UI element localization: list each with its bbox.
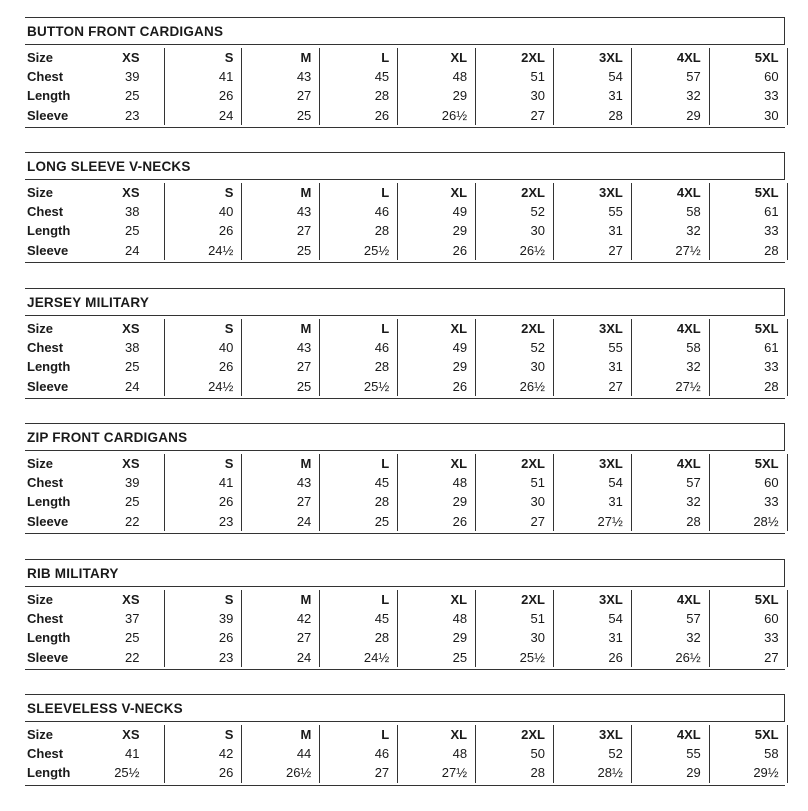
measurement-value: 29 bbox=[398, 628, 476, 647]
size-header: 3XL bbox=[553, 590, 631, 609]
chart-bottom-rule bbox=[25, 533, 785, 534]
size-chart bbox=[25, 694, 785, 786]
measurement-value: 28 bbox=[320, 357, 398, 376]
size-header-row bbox=[25, 48, 787, 67]
measurement-value: 27½ bbox=[553, 512, 631, 531]
measurement-value: 24 bbox=[125, 378, 140, 394]
measurement-value: 26½ bbox=[631, 648, 709, 667]
size-header: XS bbox=[122, 321, 140, 336]
measurement-value: 54 bbox=[553, 473, 631, 492]
row-label: Size bbox=[27, 456, 54, 471]
measurement-value: 42 bbox=[242, 609, 320, 628]
measurement-value: 27½ bbox=[631, 377, 709, 396]
measurement-value: 51 bbox=[476, 67, 554, 86]
measurement-value: 32 bbox=[631, 221, 709, 240]
size-header-row bbox=[25, 319, 787, 338]
size-table bbox=[25, 319, 788, 396]
measurement-value: 41 bbox=[125, 746, 140, 762]
size-header: 3XL bbox=[553, 183, 631, 202]
measurement-value: 30 bbox=[709, 106, 787, 125]
measurement-value: 51 bbox=[476, 473, 554, 492]
measurement-value: 28½ bbox=[709, 512, 787, 531]
measurement-value: 26½ bbox=[242, 763, 320, 782]
measurement-value: 23 bbox=[125, 107, 140, 123]
measurement-row bbox=[25, 763, 787, 782]
measurement-value: 30 bbox=[476, 221, 554, 240]
measurement-value: 43 bbox=[242, 338, 320, 357]
chart-title: LONG SLEEVE V-NECKS bbox=[25, 152, 785, 180]
measurement-value: 23 bbox=[164, 512, 242, 531]
size-header: 2XL bbox=[476, 725, 554, 744]
size-header: XS bbox=[122, 727, 140, 742]
size-header: 2XL bbox=[476, 454, 554, 473]
row-label: Sleeve bbox=[27, 107, 69, 123]
measurement-value: 26½ bbox=[398, 106, 476, 125]
row-label: Length bbox=[27, 765, 71, 781]
measurement-value: 28 bbox=[320, 492, 398, 511]
measurement-row bbox=[25, 357, 787, 376]
measurement-value: 27 bbox=[476, 512, 554, 531]
measurement-value: 37 bbox=[125, 611, 140, 627]
size-header: 4XL bbox=[631, 319, 709, 338]
measurement-value: 27 bbox=[242, 492, 320, 511]
size-header: 2XL bbox=[476, 590, 554, 609]
measurement-value: 60 bbox=[709, 67, 787, 86]
measurement-value: 29 bbox=[398, 221, 476, 240]
size-table bbox=[25, 725, 788, 783]
measurement-value: 32 bbox=[631, 357, 709, 376]
size-chart bbox=[25, 423, 785, 534]
measurement-value: 58 bbox=[631, 202, 709, 221]
measurement-row bbox=[25, 202, 787, 221]
measurement-value: 46 bbox=[320, 744, 398, 763]
measurement-row bbox=[25, 338, 787, 357]
size-header: 3XL bbox=[553, 454, 631, 473]
size-header: 5XL bbox=[709, 183, 787, 202]
measurement-value: 28 bbox=[553, 106, 631, 125]
chart-title: ZIP FRONT CARDIGANS bbox=[25, 423, 785, 451]
measurement-row bbox=[25, 628, 787, 647]
size-header: XS bbox=[122, 592, 140, 607]
measurement-value: 27 bbox=[553, 377, 631, 396]
row-label: Chest bbox=[27, 204, 64, 220]
measurement-value: 43 bbox=[242, 202, 320, 221]
measurement-value: 60 bbox=[709, 609, 787, 628]
measurement-value: 26 bbox=[553, 648, 631, 667]
size-header: M bbox=[242, 590, 320, 609]
measurement-value: 58 bbox=[631, 338, 709, 357]
measurement-value: 43 bbox=[242, 473, 320, 492]
size-header: S bbox=[164, 48, 242, 67]
measurement-row bbox=[25, 648, 787, 667]
size-chart bbox=[25, 17, 785, 128]
measurement-row bbox=[25, 492, 787, 511]
measurement-value: 58 bbox=[709, 744, 787, 763]
measurement-value: 44 bbox=[242, 744, 320, 763]
measurement-value: 27 bbox=[242, 221, 320, 240]
measurement-value: 52 bbox=[476, 338, 554, 357]
measurement-value: 22 bbox=[125, 649, 140, 665]
measurement-value: 33 bbox=[709, 357, 787, 376]
measurement-value: 25 bbox=[125, 630, 140, 646]
measurement-value: 29 bbox=[631, 106, 709, 125]
row-label: Length bbox=[27, 359, 71, 375]
measurement-value: 25 bbox=[125, 88, 140, 104]
measurement-value: 27 bbox=[242, 628, 320, 647]
measurement-value: 57 bbox=[631, 67, 709, 86]
size-header: XL bbox=[398, 454, 476, 473]
measurement-value: 31 bbox=[553, 492, 631, 511]
size-table bbox=[25, 590, 788, 667]
size-header: 3XL bbox=[553, 319, 631, 338]
row-label: Chest bbox=[27, 475, 64, 491]
size-header: L bbox=[320, 48, 398, 67]
measurement-value: 50 bbox=[476, 744, 554, 763]
measurement-value: 43 bbox=[242, 67, 320, 86]
measurement-value: 28 bbox=[320, 221, 398, 240]
size-table bbox=[25, 48, 788, 125]
measurement-value: 55 bbox=[553, 338, 631, 357]
chart-bottom-rule bbox=[25, 262, 785, 263]
size-chart bbox=[25, 559, 785, 670]
measurement-value: 51 bbox=[476, 609, 554, 628]
measurement-row bbox=[25, 744, 787, 763]
measurement-value: 28 bbox=[320, 628, 398, 647]
size-header: 5XL bbox=[709, 454, 787, 473]
measurement-value: 24½ bbox=[320, 648, 398, 667]
measurement-value: 22 bbox=[125, 513, 140, 529]
measurement-value: 30 bbox=[476, 86, 554, 105]
measurement-value: 28 bbox=[320, 86, 398, 105]
row-label: Size bbox=[27, 321, 54, 336]
size-header: 3XL bbox=[553, 48, 631, 67]
size-header: 2XL bbox=[476, 183, 554, 202]
measurement-value: 39 bbox=[125, 69, 140, 85]
measurement-value: 54 bbox=[553, 67, 631, 86]
size-header: 2XL bbox=[476, 48, 554, 67]
measurement-value: 28 bbox=[709, 241, 787, 260]
size-header: L bbox=[320, 183, 398, 202]
measurement-value: 27½ bbox=[631, 241, 709, 260]
size-header: XL bbox=[398, 725, 476, 744]
measurement-value: 26 bbox=[164, 86, 242, 105]
size-header: 5XL bbox=[709, 590, 787, 609]
measurement-value: 27 bbox=[320, 763, 398, 782]
measurement-value: 28 bbox=[709, 377, 787, 396]
measurement-value: 48 bbox=[398, 744, 476, 763]
size-header: 5XL bbox=[709, 319, 787, 338]
measurement-value: 25½ bbox=[320, 377, 398, 396]
measurement-value: 24 bbox=[164, 106, 242, 125]
chart-bottom-rule bbox=[25, 785, 785, 786]
size-header: S bbox=[164, 183, 242, 202]
measurement-value: 42 bbox=[164, 744, 242, 763]
measurement-value: 49 bbox=[398, 202, 476, 221]
measurement-value: 33 bbox=[709, 221, 787, 240]
size-header: 4XL bbox=[631, 590, 709, 609]
size-header: L bbox=[320, 590, 398, 609]
measurement-value: 30 bbox=[476, 492, 554, 511]
measurement-value: 26 bbox=[398, 241, 476, 260]
size-header: M bbox=[242, 725, 320, 744]
measurement-value: 29 bbox=[398, 357, 476, 376]
measurement-value: 26 bbox=[164, 628, 242, 647]
measurement-value: 29 bbox=[631, 763, 709, 782]
measurement-value: 29½ bbox=[709, 763, 787, 782]
measurement-value: 49 bbox=[398, 338, 476, 357]
size-header: 4XL bbox=[631, 454, 709, 473]
measurement-value: 57 bbox=[631, 473, 709, 492]
measurement-value: 55 bbox=[631, 744, 709, 763]
size-header: 4XL bbox=[631, 183, 709, 202]
measurement-value: 61 bbox=[709, 338, 787, 357]
size-header: XS bbox=[122, 185, 140, 200]
measurement-row bbox=[25, 512, 787, 531]
measurement-row bbox=[25, 609, 787, 628]
measurement-value: 25 bbox=[242, 106, 320, 125]
measurement-value: 40 bbox=[164, 202, 242, 221]
measurement-value: 31 bbox=[553, 86, 631, 105]
measurement-value: 29 bbox=[398, 86, 476, 105]
row-label: Chest bbox=[27, 746, 64, 762]
measurement-value: 25½ bbox=[320, 241, 398, 260]
size-header: L bbox=[320, 319, 398, 338]
size-header-row bbox=[25, 725, 787, 744]
measurement-value: 24 bbox=[125, 242, 140, 258]
row-label: Length bbox=[27, 88, 71, 104]
measurement-value: 39 bbox=[164, 609, 242, 628]
measurement-value: 25½ bbox=[476, 648, 554, 667]
measurement-value: 46 bbox=[320, 202, 398, 221]
measurement-value: 26 bbox=[164, 763, 242, 782]
chart-bottom-rule bbox=[25, 398, 785, 399]
measurement-value: 25 bbox=[242, 377, 320, 396]
size-header: S bbox=[164, 454, 242, 473]
size-header: S bbox=[164, 319, 242, 338]
measurement-value: 23 bbox=[164, 648, 242, 667]
measurement-row bbox=[25, 221, 787, 240]
measurement-value: 57 bbox=[631, 609, 709, 628]
size-header: XL bbox=[398, 319, 476, 338]
row-label: Sleeve bbox=[27, 513, 69, 529]
measurement-value: 48 bbox=[398, 473, 476, 492]
size-header-row bbox=[25, 454, 787, 473]
size-header: S bbox=[164, 590, 242, 609]
size-header: 5XL bbox=[709, 725, 787, 744]
measurement-value: 39 bbox=[125, 475, 140, 491]
size-table bbox=[25, 183, 788, 260]
measurement-value: 60 bbox=[709, 473, 787, 492]
row-label: Sleeve bbox=[27, 378, 69, 394]
row-label: Chest bbox=[27, 340, 64, 356]
measurement-value: 26 bbox=[164, 221, 242, 240]
measurement-row bbox=[25, 67, 787, 86]
measurement-value: 31 bbox=[553, 357, 631, 376]
measurement-value: 25 bbox=[125, 494, 140, 510]
measurement-value: 27 bbox=[242, 86, 320, 105]
measurement-value: 38 bbox=[125, 340, 140, 356]
measurement-value: 25 bbox=[398, 648, 476, 667]
measurement-value: 48 bbox=[398, 609, 476, 628]
measurement-row bbox=[25, 106, 787, 125]
measurement-value: 25 bbox=[125, 223, 140, 239]
chart-title: BUTTON FRONT CARDIGANS bbox=[25, 17, 785, 45]
row-label: Length bbox=[27, 223, 71, 239]
measurement-value: 46 bbox=[320, 338, 398, 357]
measurement-value: 26 bbox=[164, 357, 242, 376]
measurement-value: 26 bbox=[398, 377, 476, 396]
size-header-row bbox=[25, 590, 787, 609]
measurement-row bbox=[25, 86, 787, 105]
measurement-value: 25 bbox=[242, 241, 320, 260]
size-header: M bbox=[242, 48, 320, 67]
measurement-value: 24 bbox=[242, 648, 320, 667]
chart-title: SLEEVELESS V-NECKS bbox=[25, 694, 785, 722]
size-header: S bbox=[164, 725, 242, 744]
measurement-value: 61 bbox=[709, 202, 787, 221]
size-table bbox=[25, 454, 788, 531]
row-label: Sleeve bbox=[27, 242, 69, 258]
measurement-row bbox=[25, 473, 787, 492]
size-header: XL bbox=[398, 48, 476, 67]
size-header: 4XL bbox=[631, 725, 709, 744]
measurement-value: 31 bbox=[553, 221, 631, 240]
measurement-value: 27 bbox=[709, 648, 787, 667]
chart-bottom-rule bbox=[25, 127, 785, 128]
measurement-value: 55 bbox=[553, 202, 631, 221]
row-label: Size bbox=[27, 50, 54, 65]
size-header: M bbox=[242, 183, 320, 202]
size-header: 2XL bbox=[476, 319, 554, 338]
measurement-value: 26½ bbox=[476, 241, 554, 260]
row-label: Size bbox=[27, 592, 54, 607]
measurement-value: 29 bbox=[398, 492, 476, 511]
measurement-value: 28 bbox=[631, 512, 709, 531]
size-header: XS bbox=[122, 50, 140, 65]
measurement-value: 26 bbox=[320, 106, 398, 125]
size-chart bbox=[25, 288, 785, 399]
measurement-row bbox=[25, 241, 787, 260]
size-header: XS bbox=[122, 456, 140, 471]
measurement-row bbox=[25, 377, 787, 396]
measurement-value: 38 bbox=[125, 204, 140, 220]
measurement-value: 41 bbox=[164, 67, 242, 86]
measurement-value: 30 bbox=[476, 357, 554, 376]
measurement-value: 26½ bbox=[476, 377, 554, 396]
row-label: Size bbox=[27, 185, 54, 200]
size-header: M bbox=[242, 319, 320, 338]
measurement-value: 41 bbox=[164, 473, 242, 492]
measurement-value: 26 bbox=[164, 492, 242, 511]
row-label: Length bbox=[27, 630, 71, 646]
measurement-value: 30 bbox=[476, 628, 554, 647]
row-label: Length bbox=[27, 494, 71, 510]
measurement-value: 24½ bbox=[164, 377, 242, 396]
chart-title: RIB MILITARY bbox=[25, 559, 785, 587]
measurement-value: 27 bbox=[476, 106, 554, 125]
measurement-value: 25 bbox=[320, 512, 398, 531]
measurement-value: 33 bbox=[709, 492, 787, 511]
size-header: L bbox=[320, 725, 398, 744]
measurement-value: 24 bbox=[242, 512, 320, 531]
measurement-value: 33 bbox=[709, 628, 787, 647]
measurement-value: 27 bbox=[553, 241, 631, 260]
measurement-value: 32 bbox=[631, 628, 709, 647]
measurement-value: 32 bbox=[631, 492, 709, 511]
size-header: XL bbox=[398, 183, 476, 202]
measurement-value: 26 bbox=[398, 512, 476, 531]
row-label: Sleeve bbox=[27, 649, 69, 665]
chart-title: JERSEY MILITARY bbox=[25, 288, 785, 316]
row-label: Chest bbox=[27, 69, 64, 85]
chart-bottom-rule bbox=[25, 669, 785, 670]
measurement-value: 40 bbox=[164, 338, 242, 357]
measurement-value: 25½ bbox=[114, 765, 140, 781]
measurement-value: 45 bbox=[320, 609, 398, 628]
measurement-value: 27½ bbox=[398, 763, 476, 782]
size-header: 3XL bbox=[553, 725, 631, 744]
size-chart bbox=[25, 152, 785, 263]
size-header: L bbox=[320, 454, 398, 473]
size-header: M bbox=[242, 454, 320, 473]
measurement-value: 31 bbox=[553, 628, 631, 647]
measurement-value: 45 bbox=[320, 67, 398, 86]
size-header-row bbox=[25, 183, 787, 202]
measurement-value: 33 bbox=[709, 86, 787, 105]
measurement-value: 27 bbox=[242, 357, 320, 376]
row-label: Size bbox=[27, 727, 54, 742]
measurement-value: 52 bbox=[553, 744, 631, 763]
row-label: Chest bbox=[27, 611, 64, 627]
measurement-value: 45 bbox=[320, 473, 398, 492]
size-header: 4XL bbox=[631, 48, 709, 67]
measurement-value: 52 bbox=[476, 202, 554, 221]
measurement-value: 25 bbox=[125, 359, 140, 375]
measurement-value: 24½ bbox=[164, 241, 242, 260]
measurement-value: 28 bbox=[476, 763, 554, 782]
measurement-value: 28½ bbox=[553, 763, 631, 782]
measurement-value: 48 bbox=[398, 67, 476, 86]
size-header: 5XL bbox=[709, 48, 787, 67]
measurement-value: 54 bbox=[553, 609, 631, 628]
size-header: XL bbox=[398, 590, 476, 609]
measurement-value: 32 bbox=[631, 86, 709, 105]
